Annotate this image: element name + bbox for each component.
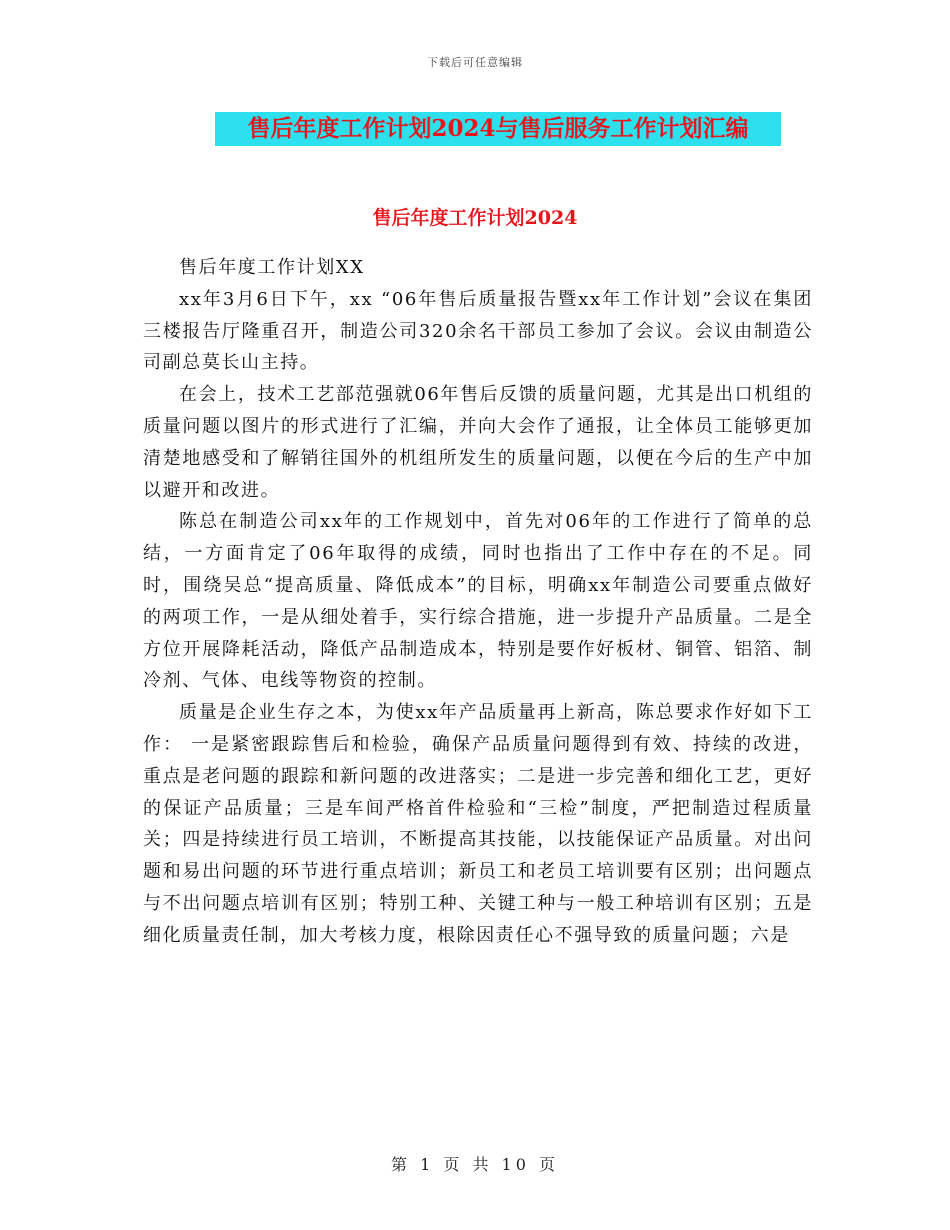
document-title: 售后年度工作计划2024与售后服务工作计划汇编 [215,112,781,146]
paragraph: 在会上，技术工艺部范强就06年售后反馈的质量问题，尤其是出口机组的质量问题以图片的形式进行了汇编，并向大会作了通报，让全体员工能够更加清楚地感受和了解销往国外的机组所发生的质量问题，以便在今后的生产中加以避开和改进。 [143,384,813,501]
paragraph: xx年3月6日下午，xx “06年售后质量报告暨xx年工作计划”会议在集团三楼报告厅隆重召开，制造公司320余名干部员工参加了会议。会议由制造公司副总莫长山主持。 [143,288,813,374]
page-footer: 第 1 页 共 10 页 [391,1155,559,1174]
body-text [143,252,813,952]
paragraph: 陈总在制造公司xx年的工作规划中，首先对06年的工作进行了简单的总结，一方面肯定了06年取得的成绩，同时也指出了工作中存在的不足。同时，围绕吴总“提高质量、降低成本”的目标，明确xx年制造公司要重点做好的两项工作，一是从细处着手，实行综合措施，进一步提升产品质量。二是全方位开展降耗活动，降低产品制造成本，特别是要作好板材、铜管、铝箔、制冷剂、气体、电线等物资的控制。 [143,511,813,692]
page-header-note: 下载后可任意编辑 [427,56,523,69]
section-title: 售后年度工作计划2024 [372,207,578,229]
paragraph: 质量是企业生存之本，为使xx年产品质量再上新高，陈总要求作好如下工作： 一是紧密跟踪售后和检验，确保产品质量问题得到有效、持续的改进，重点是老问题的跟踪和新问题的改进落实；二是进一步完善和细化工艺，更好的保证产品质量；三是车间严格首件检验和“三检”制度，严把制造过程质量关；四是持续进行员工培训，不断提高其技能，以技能保证产品质量。对出问题和易出问题的环节进行重点培训；新员工和老员工培训要有区别；出问题点与不出问题点培训有区别；特别工种、关键工种与一般工种培训有区别；五是细化质量责任制，加大考核力度，根除因责任心不强导致的质量问题；六是 [143,702,813,946]
paragraph: 售后年度工作计划XX [179,257,365,278]
